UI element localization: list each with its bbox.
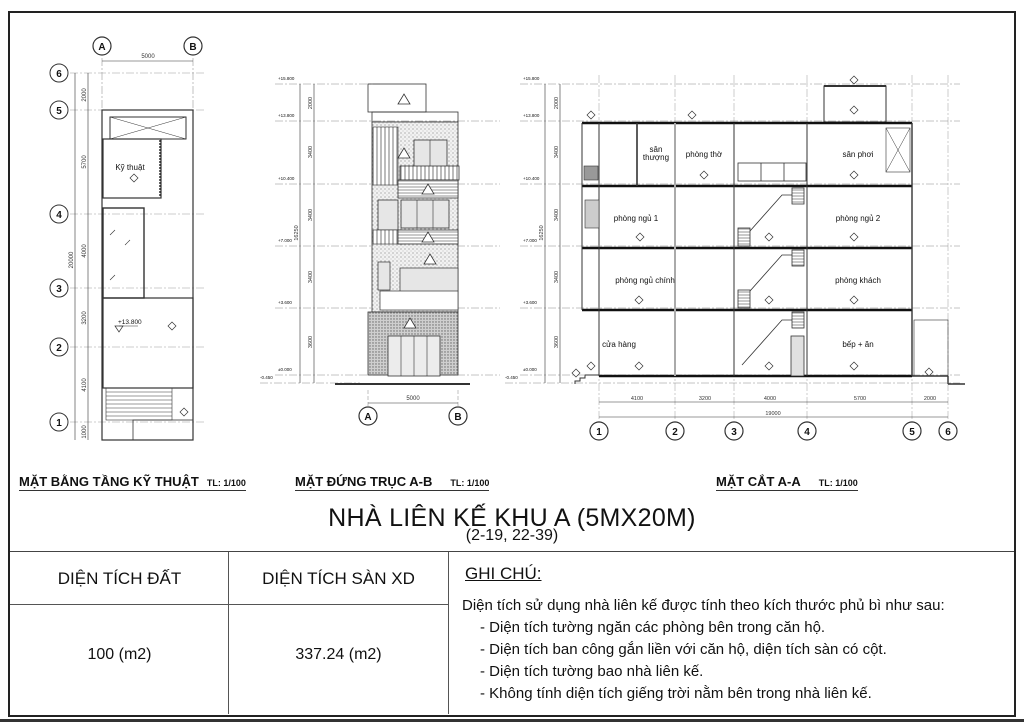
svg-text:2000: 2000	[923, 396, 937, 402]
svg-text:A: A	[364, 412, 372, 423]
svg-text:6: 6	[56, 69, 62, 80]
svg-text:1000: 1000	[82, 425, 88, 439]
svg-text:2000: 2000	[554, 96, 560, 110]
sheet-subtitle: (2-19, 22-39)	[465, 527, 559, 544]
svg-text:16250: 16250	[294, 225, 300, 241]
svg-text:3400: 3400	[554, 145, 560, 159]
svg-text:±0.000: ±0.000	[278, 367, 292, 372]
svg-text:+15.800: +15.800	[278, 76, 295, 81]
svg-text:2: 2	[56, 343, 62, 354]
svg-text:5: 5	[56, 106, 62, 117]
svg-text:3600: 3600	[554, 335, 560, 349]
svg-text:4: 4	[56, 210, 62, 221]
svg-text:+3.600: +3.600	[278, 300, 292, 305]
svg-text:5700: 5700	[853, 396, 867, 402]
plan-view	[50, 37, 205, 440]
room-phong-ngu-chinh: phòng ngủ chính	[615, 276, 675, 285]
notes-item: - Diện tích tường bao nhà liên kế.	[480, 663, 704, 680]
svg-text:20000: 20000	[69, 251, 75, 269]
notes-intro: Diện tích sử dụng nhà liên kế được tính theo kích thước phủ bì như sau:	[462, 597, 945, 614]
svg-text:B: B	[454, 412, 462, 423]
svg-text:+3.600: +3.600	[523, 300, 537, 305]
svg-text:2000: 2000	[308, 96, 314, 110]
notes-item: - Diện tích ban công gắn liền với căn hộ, diện tích sàn có cột.	[480, 641, 887, 658]
section-view	[505, 75, 965, 440]
notes-item: - Diện tích tường ngăn các phòng bên trong căn hộ.	[480, 619, 826, 636]
svg-text:+10.400: +10.400	[278, 176, 295, 181]
room-phong-ngu-2: phòng ngủ 2	[835, 214, 881, 223]
room-phong-tho: phòng thờ	[685, 150, 723, 159]
room-cua-hang: cửa hàng	[602, 340, 636, 349]
svg-text:+7.000: +7.000	[278, 238, 292, 243]
floor-area-header: DIỆN TÍCH SÀN XD	[229, 552, 448, 605]
svg-text:+15.800: +15.800	[523, 76, 540, 81]
floor-area-column	[229, 552, 449, 714]
svg-text:+13.800: +13.800	[523, 113, 540, 118]
svg-text:3400: 3400	[308, 270, 314, 284]
svg-text:5700: 5700	[82, 155, 88, 169]
elevation-view	[260, 76, 500, 425]
svg-text:2000: 2000	[82, 88, 88, 102]
svg-text:4000: 4000	[763, 396, 777, 402]
tag-icon	[130, 174, 138, 182]
land-area-value: 100 (m2)	[87, 646, 152, 663]
svg-text:6: 6	[945, 427, 951, 438]
plan-view-title: MẶT BẰNG TẦNG KỸ THUẬT TL: 1/100	[19, 474, 246, 489]
tag-icon	[168, 322, 176, 330]
svg-text:2: 2	[672, 427, 678, 438]
elevation-view-title: MẶT ĐỨNG TRỤC A-B TL: 1/100	[295, 474, 490, 489]
notes-title: GHI CHÚ:	[465, 564, 542, 583]
svg-text:3200: 3200	[698, 396, 712, 402]
svg-text:19000: 19000	[765, 411, 781, 417]
material-tag-icon	[398, 94, 410, 104]
svg-text:+10.400: +10.400	[523, 176, 540, 181]
room-san-thuong-line2: thượng	[642, 153, 670, 162]
floor-area-value: 337.24 (m2)	[295, 646, 382, 663]
svg-text:+13.800: +13.800	[118, 319, 142, 326]
svg-text:±0.000: ±0.000	[523, 367, 537, 372]
svg-text:3: 3	[56, 284, 62, 295]
svg-text:3600: 3600	[308, 335, 314, 349]
svg-text:4: 4	[804, 427, 810, 438]
svg-text:1: 1	[596, 427, 602, 438]
svg-text:+7.000: +7.000	[523, 238, 537, 243]
bottom-frame-line	[0, 719, 1024, 722]
room-phong-khach: phòng khách	[835, 276, 881, 285]
svg-text:16250: 16250	[539, 225, 545, 241]
svg-text:1: 1	[56, 418, 62, 429]
svg-text:4100: 4100	[630, 396, 644, 402]
svg-text:3200: 3200	[82, 311, 88, 325]
svg-text:+13.800: +13.800	[278, 113, 295, 118]
sheet-title: NHÀ LIÊN KẾ KHU A (5MX20M)	[328, 504, 696, 532]
svg-text:-0.450: -0.450	[505, 375, 518, 380]
svg-text:B: B	[189, 42, 197, 53]
svg-text:5000: 5000	[406, 396, 420, 402]
room-san-phoi: sân phơi	[842, 150, 874, 159]
svg-text:3400: 3400	[308, 145, 314, 159]
svg-text:-0.450: -0.450	[260, 375, 273, 380]
grid-bubble-A	[93, 37, 111, 55]
grid-bubble-B	[184, 37, 202, 55]
svg-text:5000: 5000	[141, 54, 155, 60]
svg-text:3400: 3400	[308, 208, 314, 222]
svg-text:5: 5	[909, 427, 915, 438]
plan-level-marker	[115, 319, 142, 332]
svg-text:4100: 4100	[82, 378, 88, 392]
svg-text:3400: 3400	[554, 270, 560, 284]
svg-text:3: 3	[731, 427, 737, 438]
svg-text:3400: 3400	[554, 208, 560, 222]
land-area-column	[10, 552, 229, 714]
plan-room-label: Kỹ thuật	[115, 163, 145, 172]
tag-icon	[180, 408, 188, 416]
land-area-header: DIỆN TÍCH ĐẤT	[10, 552, 229, 605]
room-san-thuong-line1: sân	[649, 145, 663, 154]
notes-item: - Không tính diện tích giếng trời nằm bên trong nhà liên kế.	[480, 685, 872, 702]
room-bep-an: bếp + ăn	[842, 340, 874, 349]
section-view-title: MẶT CẮT A-A TL: 1/100	[716, 474, 858, 489]
room-phong-ngu-1: phòng ngủ 1	[613, 214, 659, 223]
svg-text:4000: 4000	[82, 244, 88, 258]
svg-text:A: A	[98, 42, 106, 53]
